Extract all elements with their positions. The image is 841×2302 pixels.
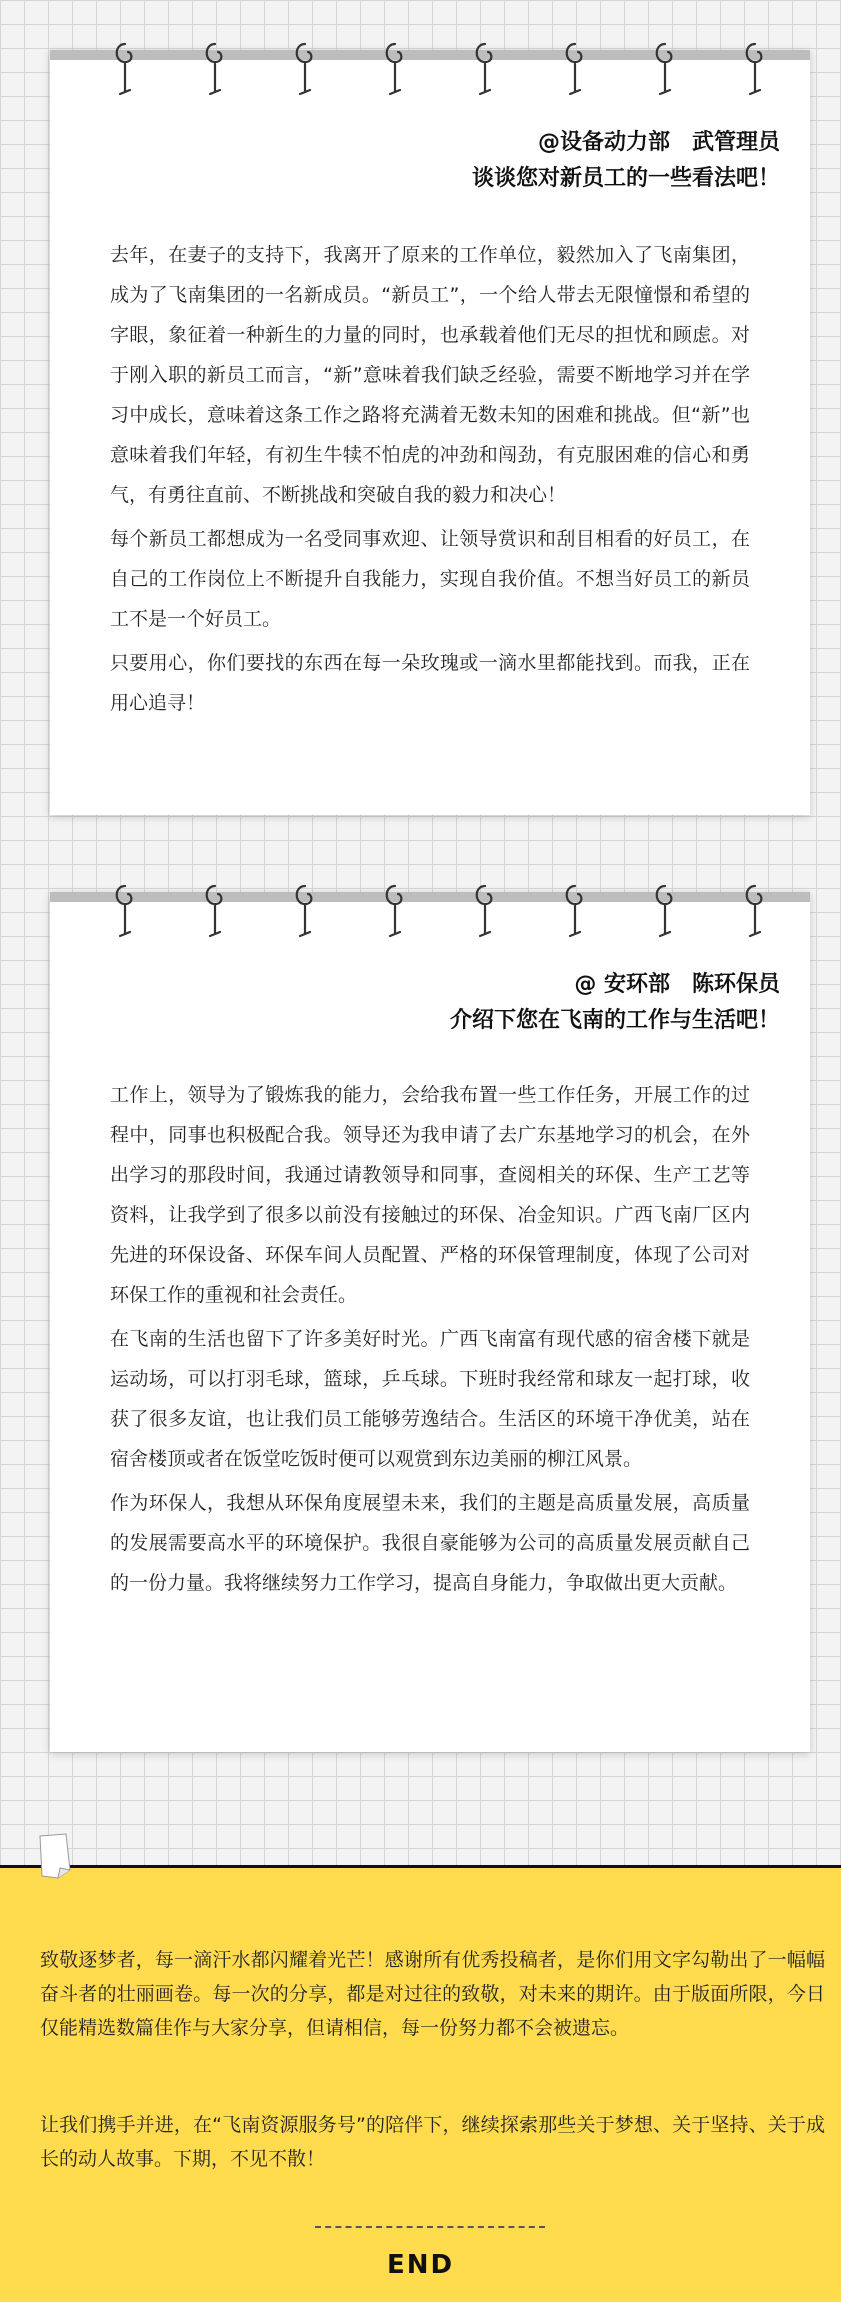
card-header [450, 967, 780, 1039]
card-text [110, 235, 750, 727]
binder-ring-icon [290, 882, 320, 942]
end-label: END [386, 2250, 455, 2280]
binder-ring-icon [200, 882, 230, 942]
binder-rings [110, 882, 770, 952]
story-card-2 [50, 892, 810, 1752]
paragraph: 每个新员工都想成为一名受同事欢迎、让领导赏识和刮目相看的好员工，在自己的工作岗位上不断提升自我能力，实现自我价值。不想当好员工的新员工不是一个好员工。 [110, 528, 750, 630]
binder-ring-icon [470, 40, 500, 100]
story-card-1 [50, 50, 810, 815]
binder-ring-icon [470, 882, 500, 942]
binder-ring-icon [110, 882, 140, 942]
paragraph: 工作上，领导为了锻炼我的能力，会给我布置一些工作任务，开展工作的过程中，同事也积极配合我。领导还为我申请了去广东基地学习的机会，在外出学习的那段时间，我通过请教领导和同事，查阅相关的环保、生产工艺等资料，让我学到了很多以前没有接触过的环保、冶金知识。广西飞南厂区内先进的环保设备、环保车间人员配置、严格的环保管理制度，体现了公司对环保工作的重视和社会责任。 [110, 1084, 750, 1306]
binder-ring-icon [290, 40, 320, 100]
paragraph: 去年，在妻子的支持下，我离开了原来的工作单位，毅然加入了飞南集团，成为了飞南集团的一名新成员。“新员工”，一个给人带去无限憧憬和希望的字眼，象征着一种新生的力量的同时，也承载着他们无尽的担忧和顾虑。对于刚入职的新员工而言，“新”意味着我们缺乏经验，需要不断地学习并在学习中成长，意味着这条工作之路将充满着无数未知的困难和挑战。但“新”也意味着我们年轻，有初生牛犊不怕虎的冲劲和闯劲，有克服困难的信心和勇气，有勇往直前、不断挑战和突破自我的毅力和决心！ [110, 244, 750, 506]
closing-section [0, 1865, 841, 2302]
card-text [110, 1075, 750, 1607]
binder-ring-icon [200, 40, 230, 100]
author-line: @ 安环部 陈环保员 [574, 972, 780, 997]
binder-ring-icon [560, 40, 590, 100]
closing-paragraph-2 [40, 2108, 825, 2176]
dashed-divider [315, 2226, 545, 2228]
binder-ring-icon [560, 882, 590, 942]
question-line: 介绍下您在飞南的工作与生活吧！ [449, 1008, 780, 1033]
binder-ring-icon [110, 40, 140, 100]
binder-ring-icon [380, 882, 410, 942]
card-header [472, 125, 780, 197]
paragraph: 致敬逐梦者，每一滴汗水都闪耀着光芒！感谢所有优秀投稿者，是你们用文字勾勒出了一幅幅奋斗者的壮丽画卷。每一次的分享，都是对过往的致敬，对未来的期许。由于版面所限，今日仅能精选数篇佳作与大家分享，但请相信，每一份努力都不会被遗忘。 [40, 1949, 825, 2039]
paragraph: 作为环保人，我想从环保角度展望未来，我们的主题是高质量发展，高质量的发展需要高水平的环境保护。我很自豪能够为公司的高质量发展贡献自己的一份力量。我将继续努力工作学习，提高自身能力，争取做出更大贡献。 [110, 1492, 750, 1594]
binder-ring-icon [740, 40, 770, 100]
binder-ring-icon [650, 882, 680, 942]
paragraph: 在飞南的生活也留下了许多美好时光。广西飞南富有现代感的宿舍楼下就是运动场，可以打羽毛球，篮球，乒乓球。下班时我经常和球友一起打球，收获了很多友谊，也让我们员工能够劳逸结合。生活区的环境干净优美，站在宿舍楼顶或者在饭堂吃饭时便可以观赏到东边美丽的柳江风景。 [110, 1328, 750, 1470]
author-line: @设备动力部 武管理员 [537, 130, 780, 155]
paragraph: 只要用心，你们要找的东西在每一朵玫瑰或一滴水里都能找到。而我，正在用心追寻！ [110, 652, 750, 714]
closing-paragraph-1 [40, 1943, 825, 2045]
binder-rings [110, 40, 770, 110]
question-line: 谈谈您对新员工的一些看法吧！ [471, 166, 780, 191]
binder-ring-icon [380, 40, 410, 100]
binder-ring-icon [740, 882, 770, 942]
paragraph: 让我们携手并进，在“飞南资源服务号”的陪伴下，继续探索那些关于梦想、关于坚持、关于成长的动人故事。下期，不见不散！ [40, 2114, 825, 2170]
paper-note-icon [34, 1832, 74, 1880]
binder-ring-icon [650, 40, 680, 100]
